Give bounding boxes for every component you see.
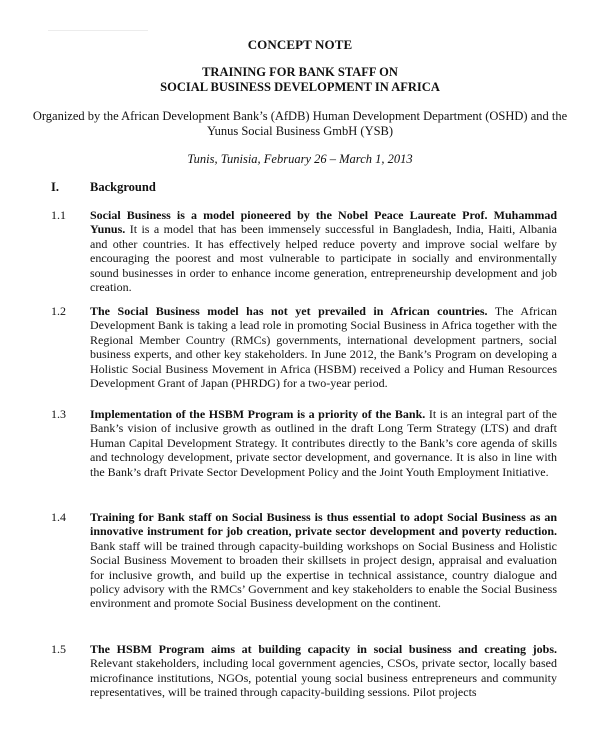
paragraph-body: It is an integral part of the Bank’s vision of inclusive growth as outlined in the draft Long Term Strategy (LTS) and draft Human Capital Development Strategy. It contributes directly to the Bank’s core agenda of skills and technology development, private sector development, and governance. It is also in line with the Bank’s draft Private Sector Development Policy and the Joint Youth Employment Initiative. [90, 407, 557, 479]
paragraph-body: Relevant stakeholders, including local government agencies, CSOs, private sector, locally based microfinance institutions, NGOs, potential young social business entrepreneurs and community representatives, will be trained through capacity-building sessions. Pilot projects [90, 656, 557, 700]
document-title: CONCEPT NOTE [247, 37, 353, 52]
event-date: Tunis, Tunisia, February 26 – March 1, 2013 [187, 152, 413, 166]
paragraph-lead: Implementation of the HSBM Program is a priority of the Bank. [90, 407, 426, 421]
paragraph-text [90, 304, 557, 390]
paragraph-number: 1.2 [51, 304, 66, 318]
paragraph-body: It is a model that has been immensely successful in Bangladesh, India, Haiti, Albania and other countries. It has effectively helped reduce poverty and improve social welfare by encouraging the poorest and most vulnerable to participate in socially and environmentally sound businesses in order to enhance income generation, entrepreneurship development and job creation. [90, 222, 557, 295]
section-title: Background [90, 180, 156, 194]
paragraph-number: 1.1 [51, 208, 66, 222]
paragraph-text [90, 208, 557, 294]
paragraph-text [90, 510, 557, 611]
paragraph-body: The African Development Bank is taking a lead role in promoting Social Business in Africa together with the Regional Member Country (RMCs) governments, international development partners, social business experts, and other key stakeholders. In June 2012, the Bank’s Program on developing a Holistic Social Business Movement in Africa (HSBM) received a Policy and Human Resources Development Grant of Japan (PHRDG) for a two-year period. [90, 304, 557, 391]
paragraph-number: 1.4 [51, 510, 66, 524]
paragraph-lead: The HSBM Program aims at building capacity in social business and creating jobs. [90, 642, 557, 656]
subtitle-line-1: TRAINING FOR BANK STAFF ON [202, 65, 398, 79]
paragraph-lead: Social Business is a model pioneered by the Nobel Peace Laureate Prof. Muhammad Yunus. [90, 208, 557, 237]
header-rule [48, 30, 148, 31]
document-subtitle [0, 65, 600, 95]
organizer-text: Organized by the African Development Bank’s (AfDB) Human Development Department (OSHD) and the Yunus Social Business GmbH (YSB) [32, 109, 568, 138]
paragraph-lead: Training for Bank staff on Social Business is thus essential to adopt Social Business as an innovative instrument for job creation, private sector development and poverty reduction. [90, 510, 557, 539]
paragraph-number: 1.5 [51, 642, 66, 656]
paragraph-number: 1.3 [51, 407, 66, 421]
paragraph-body: Bank staff will be trained through capacity-building workshops on Social Business and Holistic Social Business Movement to broaden their skillsets in project design, appraisal and evaluation for inclusive growth, and build up the expertise in technical assistance, country dialogue and policy advisory with the RMCs’ Government and key stakeholders to enable the Social Business environment and promote Social Business development on the continent. [90, 538, 557, 611]
paragraph-text [90, 407, 557, 479]
paragraph-lead: The Social Business model has not yet prevailed in African countries. [90, 304, 488, 318]
subtitle-line-2: SOCIAL BUSINESS DEVELOPMENT IN AFRICA [160, 80, 440, 94]
section-number: I. [51, 180, 59, 194]
paragraph-text [90, 642, 557, 700]
